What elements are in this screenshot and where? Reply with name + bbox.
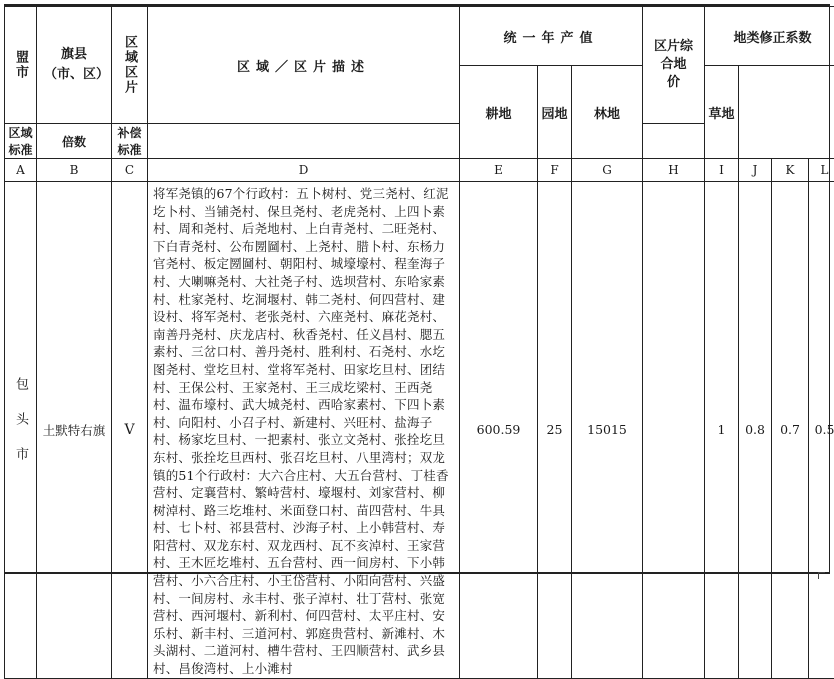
col-letter: E <box>460 159 538 182</box>
header-zone-code: 区域区片 <box>112 7 148 124</box>
header-cultivated-cell: 耕地 <box>460 66 538 159</box>
header-compensation-standard: 补偿标准 <box>112 124 148 159</box>
cell-cultivated: 1 <box>705 182 739 679</box>
table-row <box>5 182 834 679</box>
cell-multiple: 25 <box>538 182 572 679</box>
header-zone-land-price: 区片综合地 价 <box>643 7 705 124</box>
col-letter: B <box>37 159 112 182</box>
page-corner-mark <box>818 572 825 579</box>
cell-zone-standard: 600.59 <box>460 182 538 679</box>
col-letter: F <box>538 159 572 182</box>
cell-zone-land-price <box>643 182 705 679</box>
header-garden-cell: 园地 <box>538 66 572 159</box>
header-multiple: 倍数 <box>37 124 112 159</box>
col-letter: L <box>809 159 834 182</box>
header-banner-county-label: 旗县（市、区） <box>44 45 104 85</box>
col-letter: J <box>739 159 772 182</box>
header-zone-standard: 区域标准 <box>5 124 37 159</box>
header-forest-cell: 林地 <box>572 66 643 159</box>
col-letter: K <box>772 159 809 182</box>
col-letter: H <box>643 159 705 182</box>
header-banner-county <box>37 7 112 124</box>
col-letter: A <box>5 159 37 182</box>
cell-forest: 0.7 <box>772 182 809 679</box>
cell-zone-description: 将军尧镇的67个行政村：五卜树村、党三尧村、红泥圪卜村、当铺尧村、保旦尧村、老虎尧村、上四卜素村、周和尧村、后尧地村、上白青尧村、二旺尧村、下白青尧村、公布圐圙村、上尧村、腊卜村、东杨力官尧村、板定圐圙村、朝阳村、城壕壕村、程奎海子村、大喇嘛尧村、大社尧子村、选坝营村、东哈家素村、杜家尧村、圪洞堰村、韩二尧村、何四营村、建设村、将军尧村、老张尧村、六座尧村、麻花尧村、南善丹尧村、庆龙店村、秋香尧村、任义昌村、腮五素村、三岔口村、善丹尧村、胜利村、石尧村、水圪图尧村、堂圪旦村、堂将军尧村、田家圪旦村、团结村、王保公村、王家尧村、王三成圪梁村、王西尧村、温布壕村、武大城尧村、西哈家素村、下四卜素村、向阳村、小召子村、新建村、兴旺村、盐海子村、杨家圪旦村、一把素村、张立文尧村、张拴圪旦东村、张拴圪旦西村、张召圪旦村、八里湾村；双龙镇的51个行政村：大六合庄村、大五台营村、丁桂香营村、定襄营村、繁峙营村、壕堰村、刘家营村、柳树淖村、路三圪堆村、米面登口村、苗四营村、牛具村、七卜村、祁县营村、沙海子村、上小韩营村、寿阳营村、双龙东村、双龙西村、瓦不亥淖村、王家营村、王木匠圪堆村、五台营村、西一间房村、下小韩营村、小六合庄村、小王岱营村、小阳向营村、兴盛村、一间房村、永丰村、张子淖村、壮丁营村、张宽营村、西河堰村、新利村、何四营村、太平庄村、安乐村、新丰村、三道河村、郭庭贵营村、新滩村、木头湖村、二道河村、槽牛营村、王四顺营村、武乡县村、昌俊湾村、上小滩村 <box>148 182 460 679</box>
header-league-city: 盟市 <box>5 7 37 124</box>
cell-garden: 0.8 <box>739 182 772 679</box>
land-price-table <box>4 6 834 679</box>
col-letter: I <box>705 159 739 182</box>
header-unified-annual-output: 统一年产值 <box>460 7 643 66</box>
header-land-type-coef: 地类修正系数 <box>705 7 834 66</box>
cell-banner-county: 土默特右旗 <box>37 182 112 679</box>
cell-compensation-standard: 15015 <box>572 182 643 679</box>
col-letter: C <box>112 159 148 182</box>
col-letter: D <box>148 159 460 182</box>
cell-zone-code: V <box>112 182 148 679</box>
cell-grass: 0.5 <box>809 182 834 679</box>
header-zone-description: 区域／区片描述 <box>148 7 460 124</box>
column-letter-row <box>5 159 834 182</box>
header-grass-cell: 草地 <box>705 66 739 159</box>
col-letter: G <box>572 159 643 182</box>
cell-league-city: 包头市 <box>5 182 37 679</box>
